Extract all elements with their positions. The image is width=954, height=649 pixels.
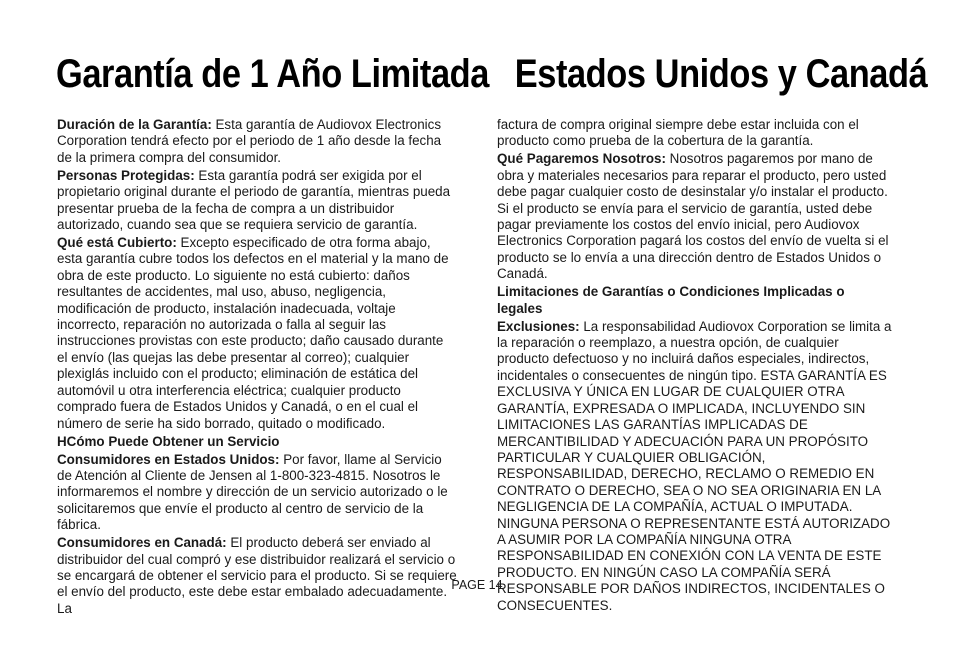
protected-persons-paragraph: [57, 168, 457, 234]
warranty-duration-label: Duración de la Garantía:: [57, 117, 212, 132]
what-we-pay-paragraph: [497, 151, 893, 282]
exclusions-text: La responsabilidad Audiovox Corporation se limita a la reparación o reemplazo, a nuestra opción, de cualquier producto defectuoso y no incluirá daños especiales, indirectos, incidentales o consecuentes de ningún tipo. ESTA GARANTÍA ES EXCLUSIVA Y ÚNICA EN LUGAR DE CUALQUIER OTRA GARANTÍA, EXPRESADA O IMPLICADA, INCLUYENDO SIN LIMITACIONES LAS GARANTÍAS IMPLICADAS DE MERCANTIBILIDAD Y ADECUACIÓN PARA UN PROPÓSITO PARTICULAR Y CUALQUIER OBLIGACIÓN, RESPONSABILIDAD, DERECHO, RECLAMO O REMEDIO EN CONTRATO O DERECHO, SEA O NO SEA ORIGINARIA EN LA NEGLIGENCIA DE LA COMPAÑÍA, ACTUAL O IMPUTADA. NINGUNA PERSONA O REPRESENTANTE ESTÁ AUTORIZADO A ASUMIR POR LA COMPAÑÍA NINGUNA OTRA RESPONSABILIDAD EN CONEXIÓN CON LA VENTA DE ESTE PRODUCTO. EN NINGÚN CASO LA COMPAÑÍA SERÁ RESPONSABLE POR DAÑOS INDIRECTOS, INCIDENTALES O CONSECUENTES.: [497, 318, 892, 613]
us-consumers-label: Consumidores en Estados Unidos:: [57, 451, 280, 467]
exclusions-label: Exclusiones:: [497, 318, 580, 334]
right-column: [497, 117, 893, 616]
obtain-service-heading: HCómo Puede Obtener un Servicio: [57, 433, 280, 449]
canada-consumers-label: Consumidores en Canadá:: [57, 535, 227, 551]
what-we-pay-text: Nosotros pagaremos por mano de obra y materiales necesarios para reparar el producto, pero usted debe pagar cualquier costo de desinstalar y/o instalar el producto. Si el producto se envía para el servicio de garantía, usted debe pagar previamente los costos del envío inicial, pero Audiovox Electronics Corporation pagará los costos del envío de vuelta si el producto se lo envía a una dirección dentro de Estados Unidos o Canadá.: [497, 151, 889, 282]
coverage-label: Qué está Cubierto:: [57, 235, 177, 251]
protected-persons-text: Esta garantía podrá ser exigida por el propietario original durante el periodo de garantía, mientras pueda presentar prueba de la fecha de compra a un distribuidor autorizado, cuando sea que se requiera servicio de garantía.: [57, 167, 451, 233]
protected-persons-label: Personas Protegidas:: [57, 167, 195, 183]
title-warranty: Garantía de 1 Año Limitada: [56, 52, 489, 96]
left-column: [57, 117, 457, 619]
coverage-paragraph: [57, 235, 457, 432]
what-we-pay-label: Qué Pagaremos Nosotros:: [497, 151, 666, 167]
warranty-duration-paragraph: [57, 117, 457, 166]
coverage-text: Excepto especificado de otra forma abajo, esta garantía cubre todos los defectos en el material y la mano de obra de este producto. Lo siguiente no está cubierto: daños resultantes de accidentes, mal uso, abuso, negligencia, modificación de producto, instalación inadecuada, voltaje incorrecto, reparación no autorizada o falla al seguir las instrucciones provistas con este producto; daño causado durante el envío (las quejas las debe presentar al correo); cualquier plexiglás incluido con el producto; eliminación de estática del automóvil u otra interferencia eléctrica; cualquier producto comprado fuera de Estados Unidos y Canadá, o en el cual el número de serie ha sido borrado, quitado o modificado.: [57, 235, 449, 431]
canada-consumers-text: El producto deberá ser enviado al distribuidor del cual compró y ese distribuidor realizará el servicio o se encargará de obtener el servicio para el producto. Si se requiere el envío del producto, este debe estar embalado adecuadamente. La: [57, 535, 457, 616]
warranty-duration-text: Esta garantía de Audiovox Electronics Corporation tendrá efecto por el periodo de 1 año desde la fecha de la primera compra del consumidor.: [57, 117, 442, 165]
exclusions-paragraph: [497, 319, 893, 614]
invoice-continuation-paragraph: factura de compra original siempre debe estar incluida con el producto como prueba de la cobertura de la garantía.: [497, 117, 859, 149]
title-region: Estados Unidos y Canadá: [514, 52, 928, 96]
page-number: PAGE 14: [451, 578, 503, 592]
limitations-heading: Limitaciones de Garantías o Condiciones Implicadas o legales: [497, 284, 845, 316]
page-title: [56, 50, 928, 98]
us-consumers-paragraph: [57, 452, 457, 534]
us-consumers-text: Por favor, llame al Servicio de Atención al Cliente de Jensen al 1-800-323-4815. Nosotros le informaremos el nombre y dirección de un servicio autorizado o le solicitaremos que envíe el producto al centro de servicio de la fábrica.: [57, 451, 448, 533]
canada-consumers-paragraph: [57, 535, 457, 617]
